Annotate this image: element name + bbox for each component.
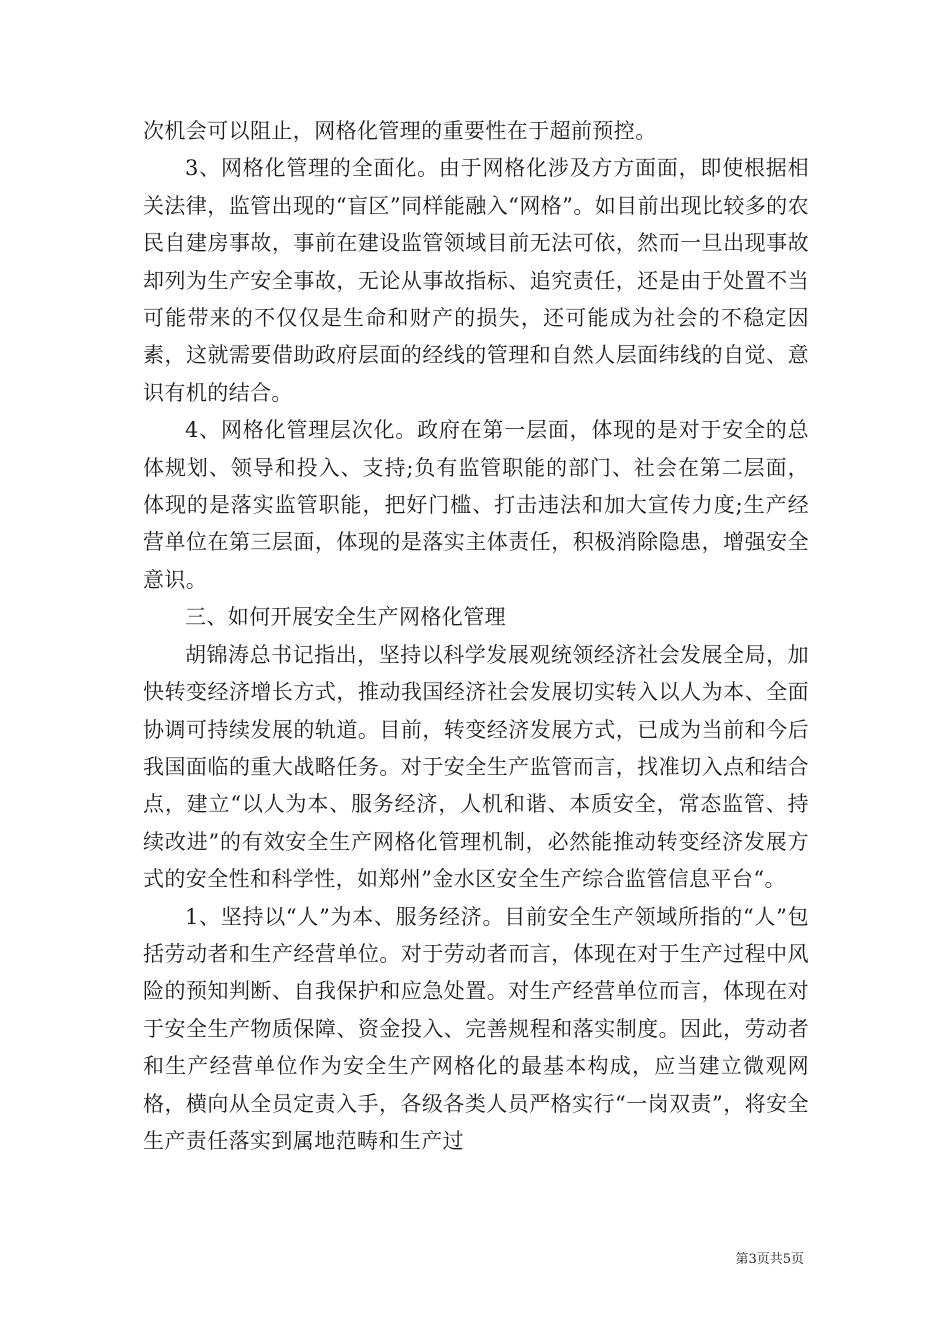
page-number-footer: 第3页共5页 bbox=[735, 1252, 804, 1267]
document-body bbox=[143, 113, 809, 1160]
paragraph-point-1: 1、坚持以“人”为本、服务经济。目前安全生产领域所指的“人”包括劳动者和生产经营单位。对于劳动者而言，体现在对于生产过程中风险的预知判断、自我保护和应急处置。对生产经营单位而言，体现在对于安全生产物质保障、资金投入、完善规程和落实制度。因此，劳动者和生产经营单位作为安全生产网格化的最基本构成，应当建立微观网格，横向从全员定责入手，各级各类人员严格实行“一岗双责”，将安全生产责任落实到属地范畴和生产过 bbox=[143, 904, 809, 1153]
section-heading: 三、如何开展安全生产网格化管理 bbox=[185, 605, 506, 630]
paragraph-point-3: 3、网格化管理的全面化。由于网格化涉及方方面面，即使根据相关法律，监管出现的“盲区”同样能融入“网格”。如目前出现比较多的农民自建房事故，事前在建设监管领域目前无法可依，然而一旦出现事故却列为生产安全事故，无论从事故指标、追究责任，还是由于处置不当可能带来的不仅仅是生命和财产的损失，还可能成为社会的不稳定因素，这就需要借助政府层面的经线的管理和自然人层面纬线的自觉、意识有机的结合。 bbox=[143, 156, 809, 405]
paragraph-continuation: 次机会可以阻止，网格化管理的重要性在于超前预控。 bbox=[143, 119, 657, 143]
paragraph-point-4: 4、网格化管理层次化。政府在第一层面，体现的是对于安全的总体规划、领导和投入、支持;负有监管职能的部门、社会在第二层面，体现的是落实监管职能，把好门槛、打击违法和加大宣传力度;生产经营单位在第三层面，体现的是落实主体责任，积极消除隐患，增强安全意识。 bbox=[143, 418, 809, 592]
paragraph-hu-quote: 胡锦涛总书记指出，坚持以科学发展观统领经济社会发展全局，加快转变经济增长方式，推动我国经济社会发展切实转入以人为本、全面协调可持续发展的轨道。目前，转变经济发展方式，已成为当前和今后我国面临的重大战略任务。对于安全生产监管而言，找准切入点和结合点，建立“以人为本、服务经济，人机和谐、本质安全，常态监管、持续改进”的有效安全生产网格化管理机制，必然能推动转变经济发展方式的安全性和科学性，如郑州”金水区安全生产综合监管信息平台“。 bbox=[143, 642, 809, 892]
